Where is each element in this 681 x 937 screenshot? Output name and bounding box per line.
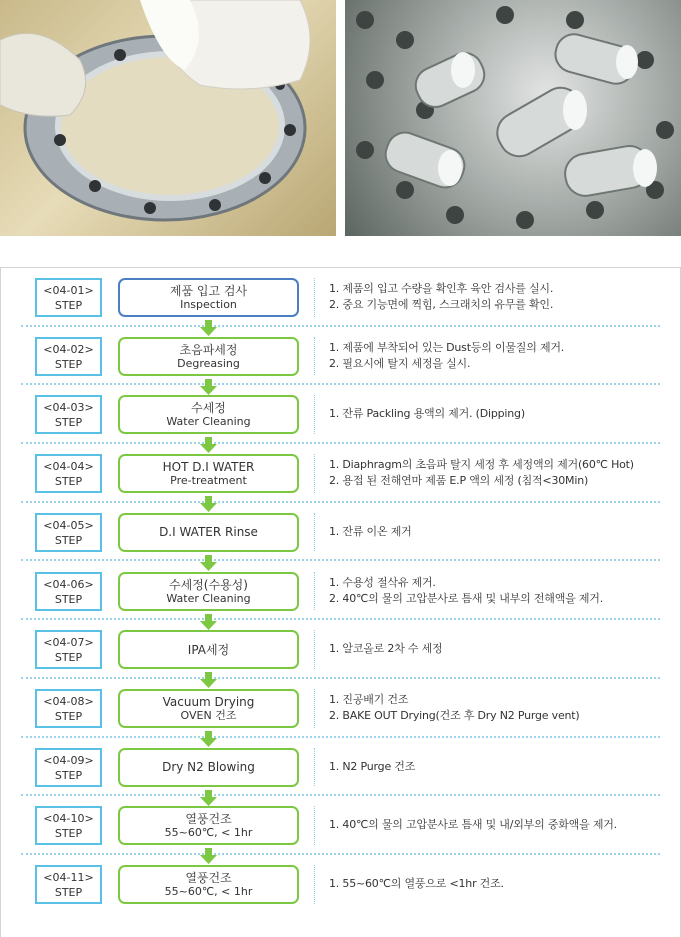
description-line: 1. Diaphragm의 초음파 탈지 세정 후 세정액의 제거(60℃ Hot) — [329, 458, 634, 472]
description-line: 1. 수용성 절삭유 제거. — [329, 575, 436, 589]
step-title: 제품 입고 검사 — [169, 284, 248, 298]
down-arrow-icon — [200, 614, 217, 630]
step-code-box — [35, 337, 102, 376]
step-title: 초음파세정 — [179, 342, 238, 357]
step-name-box — [118, 572, 299, 611]
step-code-box — [35, 395, 102, 434]
description-line: 1. N2 Purge 건조 — [329, 759, 416, 773]
down-arrow-icon — [200, 555, 217, 571]
column-divider — [314, 337, 315, 376]
cleaning-process-table — [0, 267, 681, 937]
step-code-box — [35, 278, 102, 317]
step-code: <04-01> — [43, 284, 94, 297]
description-line: 2. 필요시에 탈지 세정을 실시. — [329, 356, 471, 370]
description-line: 2. 용접 된 전해연마 제품 E.P 액의 세정 (침적<30Min) — [329, 474, 589, 488]
step-description — [329, 620, 669, 678]
step-label: STEP — [54, 357, 83, 371]
step-label: STEP — [54, 768, 83, 782]
process-step-row — [1, 679, 680, 738]
step-code: <04-08> — [43, 694, 94, 708]
process-step-row — [1, 620, 680, 679]
step-label: STEP — [54, 299, 83, 312]
down-arrow-icon — [200, 379, 217, 395]
description-line: 1. 제품에 부착되어 있는 Dust등의 이물질의 제거. — [329, 340, 565, 354]
step-description — [329, 679, 669, 737]
step-name-box — [118, 454, 299, 493]
step-code-box — [35, 454, 102, 493]
step-title: HOT D.I WATER — [162, 460, 255, 475]
step-code: <04-02> — [43, 342, 94, 356]
step-title: IPA세정 — [187, 642, 230, 657]
flange-cleaning-photo — [0, 0, 336, 236]
step-name-box — [118, 630, 299, 669]
step-label: STEP — [54, 651, 83, 665]
column-divider — [314, 572, 315, 611]
column-divider — [314, 748, 315, 787]
process-step-row — [1, 268, 680, 327]
step-name-box — [118, 689, 299, 728]
step-code: <04-03> — [43, 401, 94, 415]
description-line: 1. 진공배기 건조 — [329, 692, 409, 706]
step-code-box — [35, 865, 102, 904]
column-divider — [314, 395, 315, 434]
step-title: 수세정(수용성) — [169, 577, 248, 592]
step-label: STEP — [54, 533, 83, 547]
column-divider — [314, 806, 315, 845]
process-step-row — [1, 855, 680, 914]
description-line: 1. 제품의 입고 수량을 확인후 육안 검사를 실시. — [329, 282, 554, 295]
step-subtitle: Degreasing — [177, 356, 240, 370]
column-divider — [314, 865, 315, 904]
step-subtitle: Inspection — [180, 298, 237, 311]
step-code: <04-11> — [43, 871, 94, 884]
down-arrow-icon — [200, 731, 217, 747]
step-description — [329, 503, 669, 561]
down-arrow-icon — [200, 790, 217, 806]
column-divider — [314, 630, 315, 669]
step-description — [329, 562, 669, 620]
down-arrow-icon — [200, 672, 217, 688]
step-description — [329, 268, 669, 326]
step-subtitle: Water Cleaning — [166, 591, 251, 605]
step-code-box — [35, 748, 102, 787]
step-description — [329, 385, 669, 443]
description-line: 1. 잔류 이온 제거 — [329, 524, 412, 538]
step-title: 열풍건조 — [185, 812, 232, 827]
step-label: STEP — [54, 827, 83, 841]
column-divider — [314, 278, 315, 317]
step-code: <04-10> — [43, 812, 94, 826]
step-subtitle: Water Cleaning — [166, 415, 251, 429]
step-label: STEP — [54, 886, 83, 899]
process-step-row — [1, 796, 680, 855]
description-line: 1. 알코올로 2차 수 세정 — [329, 642, 443, 656]
description-line: 2. 40℃의 물의 고압분사로 틈새 및 내부의 전해액을 제거. — [329, 591, 604, 605]
description-line: 1. 잔류 Packling 용액의 제거. (Dipping) — [329, 407, 525, 421]
step-code-box — [35, 513, 102, 552]
step-code: <04-05> — [43, 518, 94, 532]
step-label: STEP — [54, 416, 83, 430]
step-description — [329, 796, 669, 854]
process-step-row — [1, 385, 680, 444]
step-title: 열풍건조 — [185, 871, 232, 885]
step-name-box — [118, 748, 299, 787]
step-code: <04-04> — [43, 460, 94, 474]
step-code: <04-07> — [43, 636, 94, 650]
step-name-box — [118, 278, 299, 317]
column-divider — [314, 454, 315, 493]
step-code-box — [35, 806, 102, 845]
vacuum-fittings-photo — [345, 0, 681, 236]
step-name-box — [118, 337, 299, 376]
step-subtitle: Pre-treatment — [170, 474, 247, 488]
step-subtitle: 55~60℃, < 1hr — [164, 826, 253, 840]
step-subtitle: 55~60℃, < 1hr — [164, 885, 253, 898]
step-label: STEP — [54, 475, 83, 489]
process-step-row — [1, 444, 680, 503]
step-code: <04-06> — [43, 577, 94, 591]
step-description — [329, 444, 669, 502]
step-name-box — [118, 395, 299, 434]
description-line: 2. BAKE OUT Drying(건조 후 Dry N2 Purge vent) — [329, 708, 580, 722]
step-title: 수세정 — [191, 401, 226, 416]
step-code-box — [35, 572, 102, 611]
step-subtitle: OVEN 건조 — [180, 708, 237, 722]
step-name-box — [118, 865, 299, 904]
down-arrow-icon — [200, 437, 217, 453]
down-arrow-icon — [200, 496, 217, 512]
step-description — [329, 738, 669, 796]
description-line: 2. 중요 기능면에 찍힘, 스크래치의 유무를 확인. — [329, 298, 554, 311]
description-line: 1. 40℃의 물의 고압분사로 틈새 및 내/외부의 중화액을 제거. — [329, 818, 617, 832]
down-arrow-icon — [200, 848, 217, 864]
process-step-row — [1, 562, 680, 621]
description-line: 1. 55~60℃의 열풍으로 <1hr 건조. — [329, 877, 504, 890]
step-description — [329, 855, 669, 913]
column-divider — [314, 513, 315, 552]
step-description — [329, 327, 669, 385]
process-step-row — [1, 738, 680, 797]
step-name-box — [118, 806, 299, 845]
step-label: STEP — [54, 592, 83, 606]
step-code-box — [35, 630, 102, 669]
process-step-row — [1, 327, 680, 386]
step-title: Vacuum Drying — [162, 694, 255, 709]
down-arrow-icon — [200, 320, 217, 336]
step-name-box — [118, 513, 299, 552]
step-title: D.I WATER Rinse — [159, 525, 258, 540]
step-code-box — [35, 689, 102, 728]
step-code: <04-09> — [43, 753, 94, 767]
step-label: STEP — [54, 709, 83, 723]
column-divider — [314, 689, 315, 728]
process-step-row — [1, 503, 680, 562]
step-title: Dry N2 Blowing — [162, 760, 255, 775]
